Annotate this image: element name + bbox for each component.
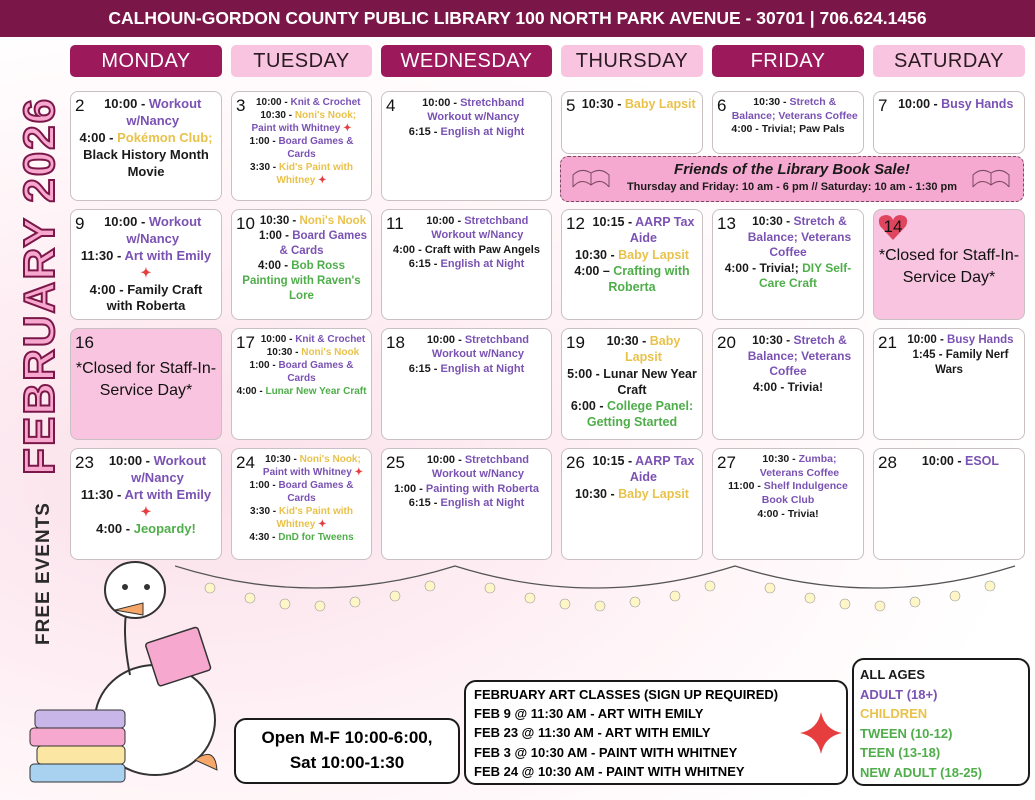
- event-title: Black History Month Movie: [83, 146, 209, 179]
- sign-up-star-icon: ✦: [140, 503, 152, 519]
- day-cell-16: [70, 328, 222, 440]
- day-number: 20: [717, 333, 736, 352]
- day-cell-21: [873, 328, 1025, 440]
- day-cell-20: [712, 328, 864, 440]
- day-cell-26: [561, 448, 703, 560]
- day-cell-6: [712, 91, 864, 154]
- event-item[interactable]: 10:30 - Baby Lapsit: [575, 486, 689, 501]
- event-item[interactable]: 4:00 - Trivia!; DIY Self-Care Craft: [724, 260, 852, 291]
- closed-notice: *Closed for Staff-In-Service Day*: [878, 247, 1020, 287]
- day-number: 2: [75, 96, 85, 115]
- event-item[interactable]: 4:00 - Trivia!: [757, 507, 819, 520]
- event-title: English at Night: [440, 257, 525, 270]
- day-number: 27: [717, 453, 736, 472]
- event-item[interactable]: 1:00 - Board Games & Cards: [249, 480, 354, 504]
- age-legend: [852, 658, 1030, 786]
- event-item[interactable]: 10:15 - AARP Tax Aide: [592, 454, 695, 485]
- event-time: 10:30: [753, 96, 781, 108]
- event-item[interactable]: 10:30 - Stretch & Balance; Veterans Coffee: [747, 333, 852, 379]
- weekday-thursday: THURSDAY: [561, 45, 703, 77]
- event-title: Lunar New Year Craft: [265, 386, 367, 397]
- event-title: AARP Tax Aide: [629, 215, 695, 246]
- day-cell-17: [231, 328, 372, 440]
- sign-up-star-icon: ✦: [340, 123, 352, 134]
- event-list: [386, 333, 547, 376]
- event-title: Board Games & Cards: [278, 136, 354, 160]
- event-item[interactable]: 10:00 - Stretchband Workout w/Nancy: [426, 215, 529, 242]
- event-title: Board Games & Cards: [278, 480, 354, 504]
- event-item[interactable]: 5:00 - Lunar New Year Craft: [567, 366, 697, 397]
- event-list: [566, 96, 698, 112]
- day-cell-27: [712, 448, 864, 560]
- event-title: Trivia!: [787, 379, 824, 394]
- event-time: 10:00: [422, 97, 451, 109]
- event-time: 3:30: [250, 162, 271, 173]
- event-title: Baby Lapsit: [625, 334, 681, 365]
- event-item[interactable]: 4:00 - Pokémon Club; Black History Month Movie: [79, 129, 213, 179]
- event-item[interactable]: 1:00 - Board Games & Cards: [258, 229, 367, 257]
- day-number: 5: [566, 96, 576, 115]
- event-time: 1:00: [258, 229, 282, 242]
- event-title: Trivia!: [787, 507, 819, 520]
- event-title: Baby Lapsit: [618, 247, 689, 262]
- day-number: 24: [236, 453, 255, 472]
- event-title: Painting with Roberta: [425, 482, 539, 495]
- event-time: 4:00: [752, 379, 777, 394]
- legend-new-adult: NEW ADULT (18-25): [860, 764, 983, 780]
- event-time: 1:00: [394, 482, 417, 495]
- event-time: 6:00: [570, 399, 596, 413]
- event-title: Trivia!;: [759, 260, 803, 275]
- day-number: 13: [717, 214, 736, 233]
- event-item[interactable]: 1:00 - Painting with Roberta: [394, 482, 539, 495]
- event-item[interactable]: 1:45 - Family Nerf Wars: [912, 348, 1009, 376]
- event-item[interactable]: 4:00 - Trivia!; Paw Pals: [731, 123, 845, 136]
- event-item[interactable]: 10:30 - Noni's Nook; Paint with Whitney ✦: [251, 110, 357, 134]
- event-title: Stretchband Workout w/Nancy: [431, 215, 529, 242]
- event-title: Stretchband Workout w/Nancy: [431, 454, 530, 481]
- event-time: 6:15: [408, 257, 431, 270]
- event-time: 10:00: [104, 96, 138, 111]
- event-item[interactable]: 6:15 - English at Night: [408, 362, 525, 375]
- event-title: Knit & Crochet: [290, 97, 361, 108]
- event-time: 1:45: [912, 348, 936, 361]
- event-item[interactable]: 10:00 - Workout w/Nancy: [104, 214, 202, 246]
- event-title: Baby Lapsit: [618, 486, 689, 501]
- day-number: 16: [75, 333, 94, 352]
- event-time: 5:00: [567, 366, 593, 381]
- event-title: Baby Lapsit: [624, 97, 696, 111]
- event-item[interactable]: 10:30 - Baby Lapsit: [581, 97, 696, 111]
- event-title: DnD for Tweens: [278, 532, 354, 543]
- open-book-icon: [971, 165, 1011, 193]
- event-list: [236, 96, 367, 187]
- event-item[interactable]: 6:15 - English at Night: [408, 125, 525, 138]
- weekday-friday: FRIDAY: [712, 45, 864, 77]
- day-number: 21: [878, 333, 897, 352]
- event-title: Knit & Crochet: [295, 334, 366, 345]
- event-list: [236, 214, 367, 304]
- art-class-item: FEB 23 @ 11:30 AM - ART WITH EMILY: [474, 725, 711, 741]
- event-time: 4:00: [724, 260, 749, 275]
- event-time: 10:30: [575, 247, 607, 262]
- event-title: AARP Tax Aide: [629, 454, 695, 485]
- event-item[interactable]: 3:30 - Kid's Paint with Whitney ✦: [250, 162, 353, 186]
- event-title: Jeopardy!: [133, 520, 196, 536]
- day-number: 14: [883, 217, 903, 236]
- day-cell-4: [381, 91, 552, 201]
- art-classes-box: [464, 680, 848, 785]
- event-item[interactable]: 11:30 - Art with Emily ✦: [80, 247, 212, 280]
- day-number: 4: [386, 96, 396, 115]
- goose-reading-illustration: [25, 555, 225, 790]
- weekday-monday: MONDAY: [70, 45, 222, 77]
- event-time: 10:30: [762, 453, 790, 465]
- event-time: 10:30: [265, 454, 291, 465]
- sign-up-star-icon: ✦: [315, 519, 327, 530]
- day-number: 11: [386, 214, 404, 233]
- event-title: ESOL: [964, 454, 1000, 468]
- legend-tween: TWEEN (10-12): [860, 725, 953, 741]
- sign-up-star-icon: ✦: [351, 467, 363, 478]
- art-classes-title: FEBRUARY ART CLASSES (SIGN UP REQUIRED): [474, 687, 779, 702]
- event-time: 10:30: [266, 347, 293, 358]
- event-time: 10:30: [575, 486, 607, 501]
- day-cell-9: [70, 209, 222, 320]
- open-book-icon: [571, 167, 611, 193]
- event-title: Paint with Whitney: [251, 123, 341, 134]
- book-sale-title: Friends of the Library Book Sale!: [674, 161, 910, 178]
- day-cell-25: [381, 448, 552, 560]
- free-events-label: FREE EVENTS: [33, 502, 54, 645]
- event-list: [75, 214, 217, 315]
- event-title: Noni's Nook: [301, 347, 360, 358]
- event-title: Pokémon Club;: [117, 129, 213, 145]
- event-item[interactable]: 4:00 - Craft with Paw Angels: [393, 243, 540, 256]
- day-cell-18: [381, 328, 552, 440]
- event-list: [878, 453, 1020, 469]
- closed-notice: *Closed for Staff-In-Service Day*: [75, 360, 217, 400]
- legend-children: CHILDREN: [860, 706, 928, 721]
- day-number: 7: [878, 96, 888, 115]
- day-number: 17: [236, 333, 255, 352]
- event-item[interactable]: 10:00 - Workout w/Nancy: [108, 453, 207, 485]
- event-time: 10:30: [752, 214, 783, 228]
- event-item[interactable]: 4:00 - Lunar New Year Craft: [236, 386, 367, 397]
- day-cell-14: [873, 209, 1025, 320]
- event-time: 10:00: [907, 334, 937, 346]
- event-list: [717, 214, 859, 292]
- day-number: 9: [75, 214, 85, 233]
- event-item[interactable]: 10:00 - Workout w/Nancy: [104, 96, 202, 128]
- book-sale-banner: [560, 156, 1024, 202]
- event-time: 11:00: [728, 480, 755, 493]
- event-item[interactable]: 4:00 - Family Craft with Roberta: [89, 281, 203, 314]
- event-time: 10:15: [592, 215, 625, 229]
- day-number: 10: [236, 214, 255, 233]
- event-title: Craft with Paw Angels: [424, 243, 540, 256]
- event-item[interactable]: 1:00 - Board Games & Cards: [249, 360, 354, 384]
- event-title: Noni's Nook;: [294, 110, 357, 121]
- event-item[interactable]: 10:00 - Stretchband Workout w/Nancy: [422, 97, 525, 124]
- day-number: 23: [75, 453, 94, 472]
- event-time: 10:00: [898, 97, 931, 111]
- event-item[interactable]: 10:30 - Stretch & Balance; Veterans Coffee: [731, 96, 858, 122]
- weekday-tuesday: TUESDAY: [231, 45, 372, 77]
- event-time: 10:30: [259, 215, 290, 227]
- event-item[interactable]: 10:00 - ESOL: [921, 454, 1000, 468]
- event-title: Workout w/Nancy: [126, 96, 202, 128]
- day-cell-23: [70, 448, 222, 560]
- legend-all-ages: ALL AGES: [860, 667, 926, 682]
- event-item[interactable]: 11:00 - Shelf Indulgence Book Club: [728, 480, 848, 506]
- event-time: 1:00: [249, 136, 270, 147]
- event-time: 6:15: [408, 362, 431, 375]
- event-item[interactable]: 10:30 - Stretch & Balance; Veterans Coffee: [747, 214, 852, 260]
- event-time: 10:00: [256, 97, 282, 108]
- event-time: 1:00: [249, 480, 270, 491]
- event-list: [386, 453, 547, 510]
- event-title: Shelf Indulgence Book Club: [761, 480, 848, 506]
- event-title: Stretchband Workout w/Nancy: [427, 97, 525, 124]
- event-time: 10:00: [921, 454, 954, 468]
- event-item[interactable]: 10:30 - Zumba; Veterans Coffee: [759, 453, 840, 479]
- event-title: Art with Emily: [124, 486, 212, 502]
- legend-teen: TEEN (13-18): [860, 745, 941, 760]
- event-time: 4:00: [731, 123, 753, 136]
- art-class-item: FEB 3 @ 10:30 AM - PAINT WITH WHITNEY: [474, 744, 738, 760]
- event-title: Workout w/Nancy: [131, 453, 207, 485]
- day-number: 18: [386, 333, 405, 352]
- event-item[interactable]: 10:00 - Knit & Crochet: [256, 97, 361, 108]
- day-cell-7: [873, 91, 1025, 154]
- event-item[interactable]: 1:00 - Board Games & Cards: [249, 136, 354, 160]
- event-list: [878, 333, 1020, 378]
- event-time: 10:30: [606, 334, 639, 348]
- day-cell-11: [381, 209, 552, 320]
- event-time: 6:15: [408, 125, 431, 138]
- event-time: 10:00: [104, 214, 138, 229]
- event-list: [386, 96, 547, 139]
- event-title: Kid's Paint with Whitney: [276, 506, 353, 530]
- event-time: 10:00: [426, 454, 456, 466]
- day-number: 28: [878, 453, 897, 472]
- event-title: College Panel: Getting Started: [586, 399, 694, 430]
- day-cell-3: [231, 91, 372, 201]
- day-number: 3: [236, 96, 246, 115]
- event-title: Zumba; Veterans Coffee: [759, 453, 840, 479]
- event-item[interactable]: 6:00 - College Panel: Getting Started: [570, 399, 694, 430]
- event-item[interactable]: 10:00 - Knit & Crochet: [260, 334, 366, 345]
- event-time: 4:30: [249, 532, 270, 543]
- day-cell-24: [231, 448, 372, 560]
- event-time: 10:00: [426, 334, 456, 346]
- event-list: [566, 333, 698, 431]
- event-list: [386, 214, 547, 271]
- event-item[interactable]: 10:30 - Noni's Nook: [259, 215, 367, 227]
- event-item[interactable]: 10:00 - Busy Hands: [898, 97, 1014, 111]
- event-title: Stretch & Balance; Veterans Coffee: [747, 333, 852, 379]
- event-time: 10:30: [260, 110, 286, 121]
- event-title: Noni's Nook: [299, 215, 367, 227]
- event-item[interactable]: 11:30 - Art with Emily ✦: [80, 486, 212, 519]
- hours-weekday: Open M-F 10:00-6:00,: [261, 728, 433, 748]
- event-list: [566, 214, 698, 295]
- sign-up-star-icon: ✦: [140, 264, 152, 280]
- library-hours-box: [234, 718, 460, 784]
- day-cell-12: [561, 209, 703, 320]
- event-item[interactable]: 4:00 - Trivia!: [752, 379, 824, 394]
- event-time: 11:30: [80, 247, 114, 263]
- weekday-saturday: SATURDAY: [873, 45, 1025, 77]
- legend-adult: ADULT (18+): [860, 686, 938, 702]
- event-item[interactable]: 3:30 - Kid's Paint with Whitney ✦: [250, 506, 353, 530]
- day-cell-19: [561, 328, 703, 440]
- event-item[interactable]: 10:00 - Busy Hands: [907, 334, 1014, 346]
- event-title: Paint with Whitney: [262, 467, 352, 478]
- event-time: 10:30: [752, 333, 783, 347]
- event-list: [717, 453, 859, 521]
- event-title: Busy Hands: [941, 97, 1014, 111]
- event-time: 4:00: [574, 263, 600, 278]
- event-title: Crafting with Roberta: [608, 263, 690, 294]
- hours-saturday: Sat 10:00-1:30: [289, 753, 405, 772]
- event-title: Family Nerf Wars: [935, 348, 1009, 376]
- event-title: Lunar New Year Craft: [603, 366, 697, 397]
- event-title: Kid's Paint with Whitney: [276, 162, 353, 186]
- event-item[interactable]: 10:30 - Baby Lapsit: [575, 247, 689, 262]
- event-time: 6:15: [408, 496, 431, 509]
- event-time: 11:30: [80, 486, 114, 502]
- event-title: DIY Self-Care Craft: [758, 260, 852, 291]
- day-cell-5: [561, 91, 703, 154]
- day-number: 6: [717, 96, 727, 115]
- event-item[interactable]: 4:30 - DnD for Tweens: [249, 532, 354, 543]
- day-number: 26: [566, 453, 585, 472]
- sign-up-star-icon: ✦: [315, 175, 327, 186]
- event-item[interactable]: 10:30 - Baby Lapsit: [606, 334, 681, 365]
- art-class-item: FEB 24 @ 10:30 AM - PAINT WITH WHITNEY: [474, 763, 745, 779]
- event-list: [75, 96, 217, 180]
- event-title: Workout w/Nancy: [126, 214, 202, 246]
- event-list: [236, 453, 367, 544]
- event-time: 10:00: [260, 334, 287, 345]
- event-item[interactable]: 4:00 - Jeopardy!: [96, 520, 196, 536]
- day-cell-13: [712, 209, 864, 320]
- event-list: [717, 96, 859, 137]
- event-title: Stretch & Balance; Veterans Coffee: [731, 96, 858, 122]
- event-time: 4:00: [236, 386, 257, 397]
- string-lights-decoration: [175, 560, 1025, 620]
- event-title: English at Night: [440, 496, 525, 509]
- event-list: [75, 453, 217, 537]
- event-time: 3:30: [250, 506, 271, 517]
- event-title: Stretchband Workout w/Nancy: [431, 334, 530, 361]
- event-time: 4:00: [96, 520, 123, 536]
- event-time: 10:00: [426, 215, 455, 227]
- event-list: [717, 333, 859, 395]
- event-item[interactable]: 6:15 - English at Night: [408, 257, 525, 270]
- weekday-wednesday: WEDNESDAY: [381, 45, 552, 77]
- month-title: FEBRUARY 2026: [15, 96, 64, 475]
- day-number: 19: [566, 333, 585, 352]
- event-item[interactable]: 10:30 - Noni's Nook: [266, 347, 360, 358]
- event-title: Art with Emily: [124, 247, 212, 263]
- event-title: Noni's Nook;: [299, 454, 361, 465]
- event-title: English at Night: [440, 125, 525, 138]
- event-time: 10:00: [108, 453, 143, 468]
- event-time: 1:00: [249, 360, 270, 371]
- event-list: [236, 333, 367, 398]
- event-item[interactable]: 10:00 - Stretchband Workout w/Nancy: [426, 334, 530, 361]
- day-cell-10: [231, 209, 372, 320]
- event-item[interactable]: 4:00 – Crafting with Roberta: [574, 263, 690, 294]
- event-list: [878, 96, 1020, 112]
- event-item[interactable]: 6:15 - English at Night: [408, 496, 525, 509]
- event-title: Board Games & Cards: [278, 360, 354, 384]
- heart-day-marker: [878, 213, 908, 241]
- event-time: 4:00: [89, 281, 116, 297]
- art-class-item: FEB 9 @ 11:30 AM - ART WITH EMILY: [474, 706, 704, 722]
- event-time: 4:00: [79, 129, 106, 145]
- library-header: CALHOUN-GORDON COUNTY PUBLIC LIBRARY 100 NORTH PARK AVENUE - 30701 | 706.624.1456: [0, 0, 1035, 37]
- event-item[interactable]: 10:30 - Noni's Nook; Paint with Whitney ✦: [262, 454, 363, 478]
- day-number: 25: [386, 453, 405, 472]
- event-time: 4:00: [258, 259, 282, 272]
- event-item[interactable]: 10:00 - Stretchband Workout w/Nancy: [426, 454, 530, 481]
- event-item[interactable]: 4:00 - Bob Ross Painting with Raven's Lore: [242, 259, 361, 302]
- event-time: 4:00: [757, 507, 779, 520]
- day-cell-28: [873, 448, 1025, 560]
- event-title: English at Night: [440, 362, 525, 375]
- event-time: 10:30: [581, 97, 614, 111]
- event-title: Board Games & Cards: [279, 229, 367, 257]
- day-cell-2: [70, 91, 222, 201]
- event-time: 4:00: [393, 243, 416, 256]
- event-title: Trivia!; Paw Pals: [761, 123, 845, 136]
- event-time: 10:15: [592, 454, 625, 468]
- event-list: [566, 453, 698, 502]
- event-title: Family Craft with Roberta: [106, 281, 203, 314]
- event-item[interactable]: 10:15 - AARP Tax Aide: [592, 215, 695, 246]
- event-title: Stretch & Balance; Veterans Coffee: [747, 214, 852, 260]
- sign-up-star-icon: [800, 712, 842, 754]
- event-title: Busy Hands: [947, 334, 1014, 346]
- day-number: 12: [566, 214, 585, 233]
- event-title: Bob Ross Painting with Raven's Lore: [242, 259, 361, 302]
- book-sale-hours: Thursday and Friday: 10 am - 6 pm // Saturday: 10 am - 1:30 pm: [626, 181, 958, 193]
